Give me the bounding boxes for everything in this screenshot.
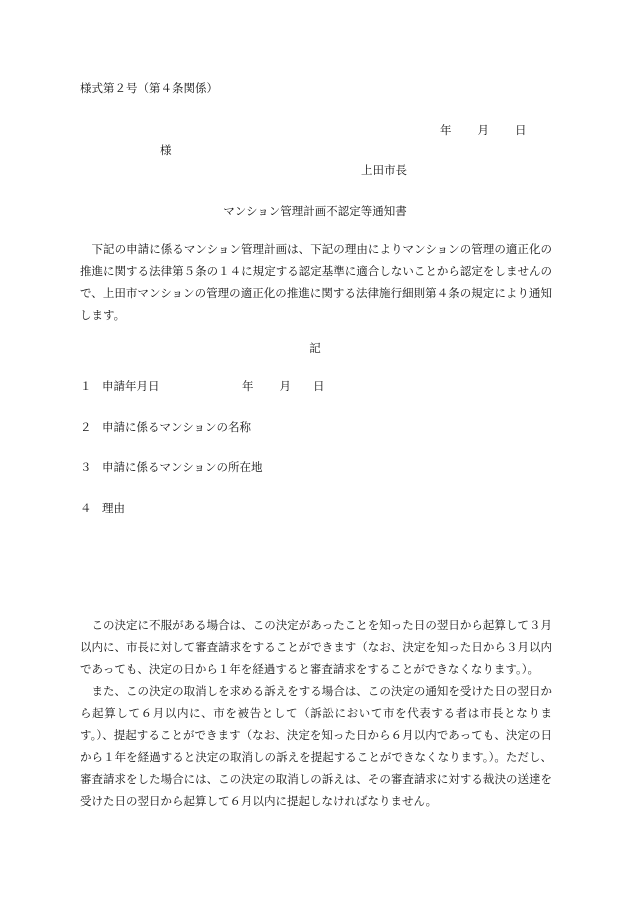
appeal-note-paragraph: この決定に不服がある場合は、この決定があったことを知った日の翌日から起算して３月以内に、市長に対して審査請求をすることができます（なお、決定を知った日から３月以内であっても、決定の日から１年を経過すると審査請求をすることができなくなります。）。 — [80, 618, 552, 676]
lawsuit-note-paragraph: また、この決定の取消しを求める訴えをする場合は、この決定の通知を受けた日の翌日から起算して６月以内に、市を被告として（訴訟において市を代表する者は市長となります。）、提起することができます（なお、決定を知った日から６月以内であっても、決定の日から１年を経過すると決定の取消しの訴えを提起することができなくなります。）。ただし、審査請求をした場合には、この決定の取消しの訴えは、その審査請求に対する裁決の送達を受けた日の翌日から起算して６月以内に提起しなければなりません。 — [80, 684, 552, 808]
appeal-notes — [80, 614, 552, 812]
item-label: 申請に係るマンションの名称 — [102, 420, 251, 434]
application-month-label: 月 — [279, 379, 291, 393]
document-title: マンション管理計画不認定等通知書 — [223, 204, 407, 218]
item-mansion-location — [80, 459, 262, 475]
date-line — [440, 122, 527, 138]
item-number: ２ — [80, 420, 92, 434]
item-mansion-name — [80, 419, 251, 435]
ki-heading: 記 — [309, 341, 321, 355]
application-day-label: 日 — [313, 379, 325, 393]
item-label: 申請年月日 — [102, 379, 160, 393]
item-number: １ — [80, 379, 92, 393]
item-number: ４ — [80, 501, 92, 515]
form-number: 様式第２号（第４条関係） — [80, 81, 218, 95]
issuer: 上田市長 — [361, 163, 407, 177]
addressee-suffix: 様 — [160, 143, 172, 157]
item-label: 申請に係るマンションの所在地 — [102, 460, 263, 474]
intro-paragraph: 下記の申請に係るマンション管理計画は、下記の理由によりマンションの管理の適正化の推進に関する法律第５条の１４に規定する認定基準に適合しないことから認定をしませんので、上田市マンションの管理の適正化の推進に関する法律施行細則第４条の規定により通知します。 — [80, 242, 552, 322]
date-year-label: 年 — [440, 123, 452, 137]
application-date-fields — [242, 378, 325, 394]
date-day-label: 日 — [515, 123, 527, 137]
application-year-label: 年 — [242, 379, 254, 393]
item-number: ３ — [80, 460, 92, 474]
date-month-label: 月 — [477, 123, 489, 137]
item-label: 理由 — [102, 501, 125, 515]
item-application-date — [80, 378, 325, 394]
item-reason — [80, 500, 125, 516]
